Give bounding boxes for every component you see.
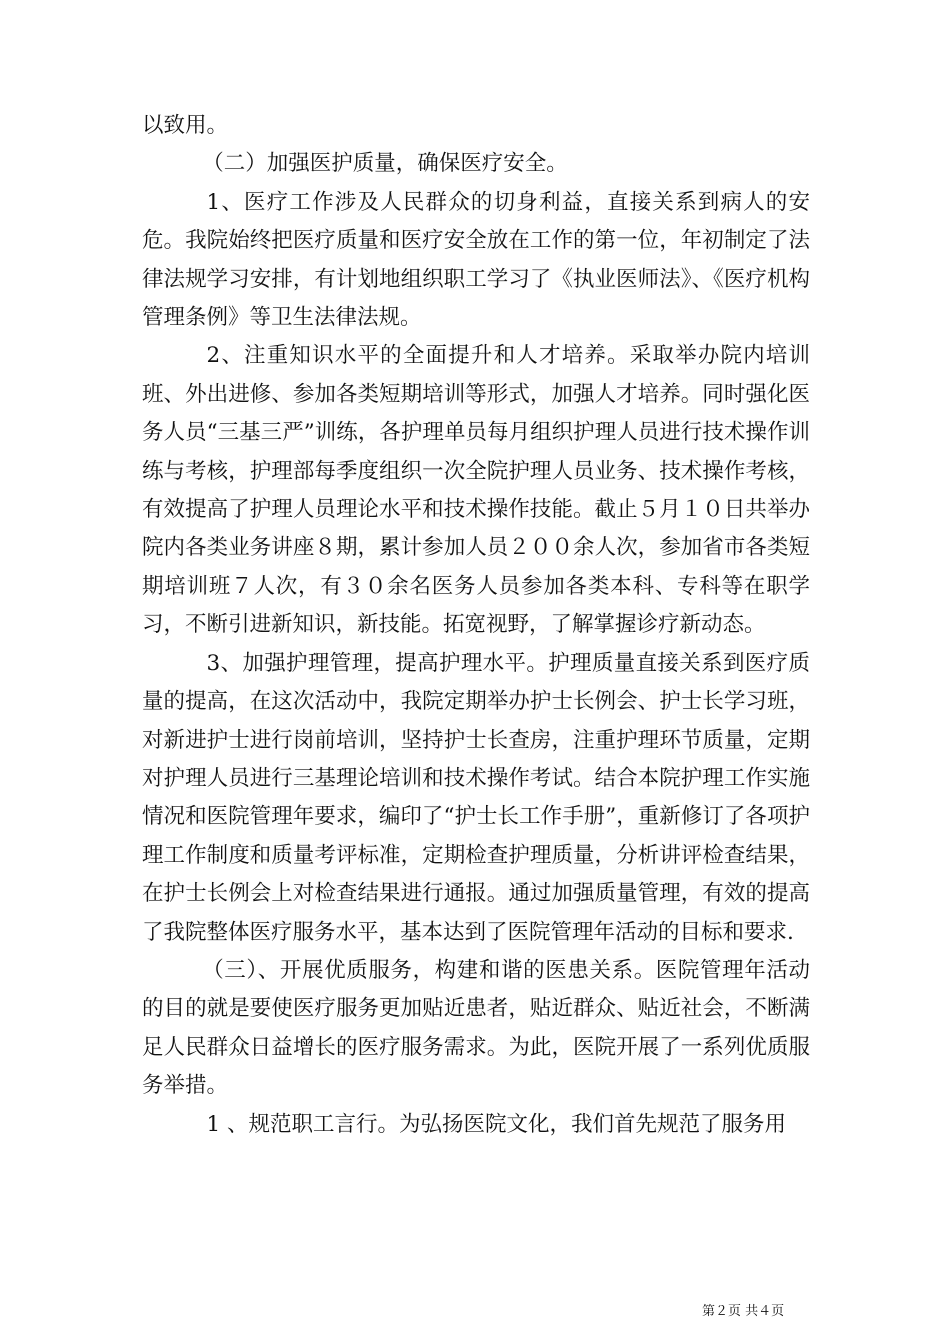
paragraph-continuation: 以致用。 [142, 113, 229, 138]
document-body [142, 107, 810, 1144]
paragraph-item-3: 3、加强护理管理，提高护理水平。护理质量直接关系到医疗质量的提高，在这次活动中，我院定期举办护士长例会、护士长学习班，对新进护士进行岗前培训，坚持护士长查房，注重护理环节质量，定期对护理人员进行三基理论培训和技术操作考试。结合本院护理工作实施情况和医院管理年要求，编印了“护士长工作手册”，重新修订了各项护理工作制度和质量考评标准，定期检查护理质量，分析讲评检查结果，在护士长例会上对检查结果进行通报。通过加强质量管理，有效的提高了我院整体医疗服务水平，基本达到了医院管理年活动的目标和要求. [142, 650, 810, 945]
paragraph-item-2: 2、注重知识水平的全面提升和人才培养。采取举办院内培训班、外出进修、参加各类短期培训等形式，加强人才培养。同时强化医务人员“三基三严”训练，各护理单员每月组织护理人员进行技术操作训练与考核，护理部每季度组织一次全院护理人员业务、技术操作考核，有效提高了护理人员理论水平和技术操作技能。截止５月１０日共举办院内各类业务讲座８期，累计参加人员２００余人次，参加省市各类短期培训班７人次，有３０余名医务人员参加各类本科、专科等在职学习，不断引进新知识，新技能。拓宽视野，了解掌握诊疗新动态。 [142, 343, 810, 638]
section-heading-3: （三）、开展优质服务，构建和谐的医患关系。医院管理年活动的目的就是要使医疗服务更加贴近患者，贴近群众、贴近社会，不断满足人民群众日益增长的医疗服务需求。为此，医院开展了一系列优质服务举措。 [142, 957, 810, 1099]
page-number: 第２页 共４页 [702, 1304, 785, 1319]
paragraph-item-1: 1、医疗工作涉及人民群众的切身利益，直接关系到病人的安危。我院始终把医疗质量和医疗安全放在工作的第一位，年初制定了法律法规学习安排，有计划地组织职工学习了《执业医师法》、《医疗机构管理条例》等卫生法律法规。 [142, 189, 810, 331]
section-heading-2: （二）加强医护质量，确保医疗安全。 [202, 151, 568, 177]
paragraph-item-1b: 1 、规范职工言行。为弘扬医院文化，我们首先规范了服务用 [206, 1111, 787, 1137]
